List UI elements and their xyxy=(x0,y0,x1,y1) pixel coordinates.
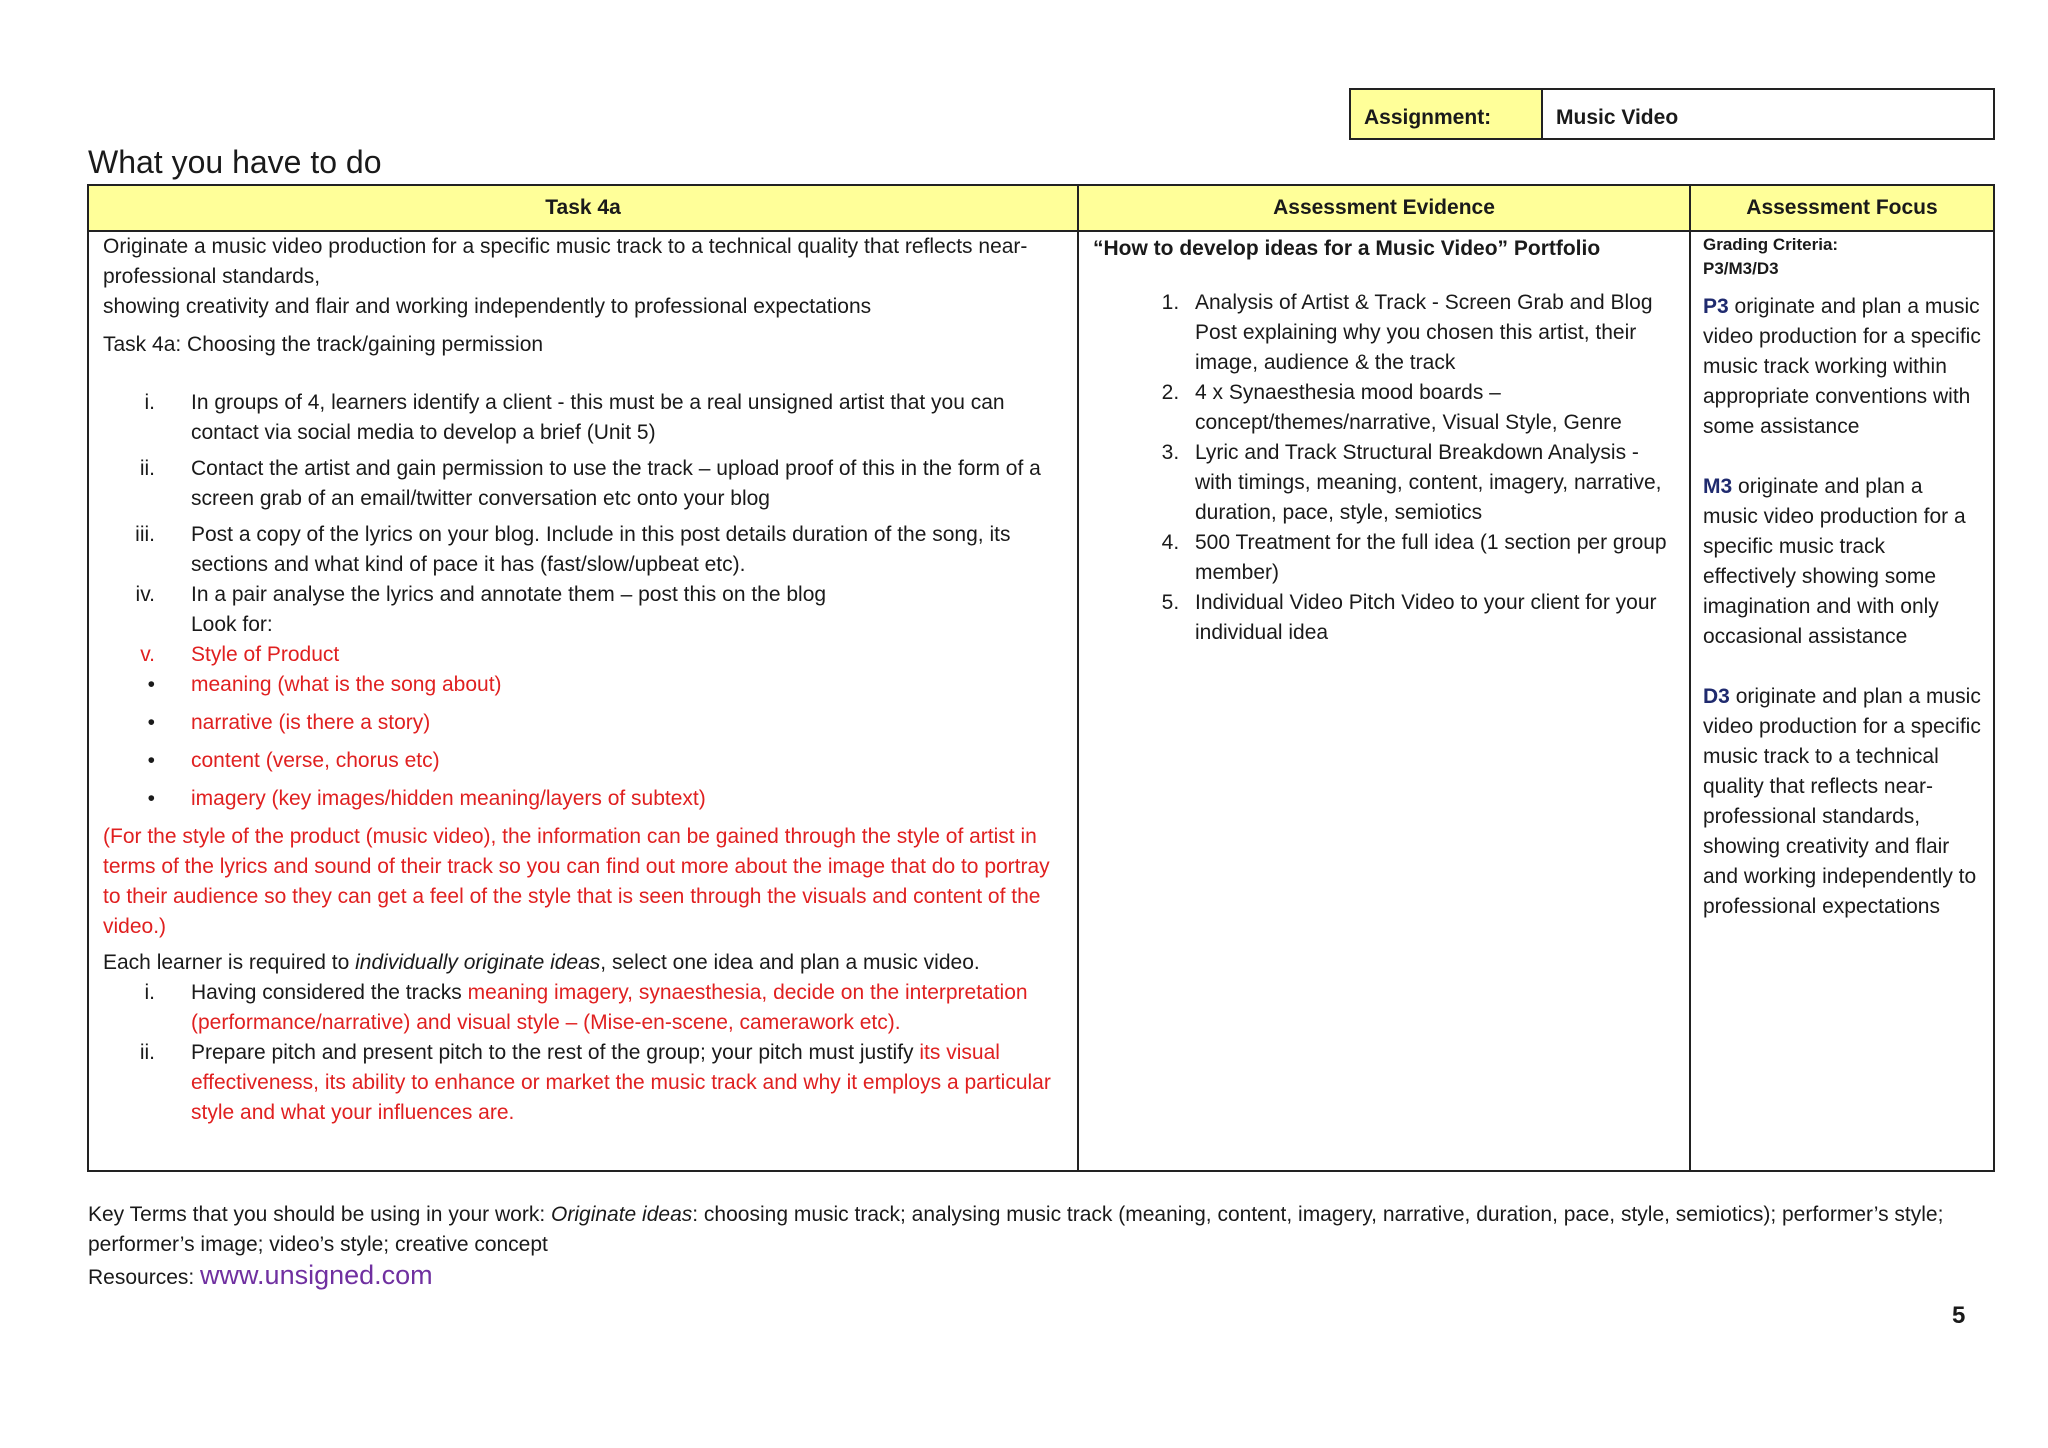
grading-criteria-codes: P3/M3/D3 xyxy=(1703,259,1779,278)
criterion-text: originate and plan a music video production for a specific music track to a technical quality that reflects near-professional standards, showing creativity and flair and working independently to professional expectations xyxy=(1703,685,1981,918)
emphasis-text: individually originate ideas xyxy=(355,951,601,974)
assignment-value: Music Video xyxy=(1556,106,1679,129)
task-intro-2: showing creativity and flair and working independently to professional expectations xyxy=(103,295,872,318)
step-item xyxy=(103,580,1063,610)
criterion-code: M3 xyxy=(1703,475,1733,498)
evidence-item: 1. Analysis of Artist & Track - Screen Grab and Blog Post explaining why you chosen this artist, their image, audience & the track xyxy=(1185,288,1675,378)
evidence-item: 4. 500 Treatment for the full idea (1 section per group member) xyxy=(1185,528,1675,588)
step-number: ii. xyxy=(139,457,155,480)
page-number: 5 xyxy=(1952,1302,1966,1329)
step-number: i. xyxy=(144,981,155,1004)
header-focus: Assessment Focus xyxy=(1690,185,1994,231)
criterion-code: P3 xyxy=(1703,295,1729,318)
step-item xyxy=(103,520,1063,580)
step-item xyxy=(103,388,1063,448)
evidence-item: 3. Lyric and Track Structural Breakdown Analysis - with timings, meaning, content, imagery, narrative, duration, pace, style, semiotics xyxy=(1185,438,1675,528)
bullet-text: imagery (key images/hidden meaning/layers of subtext) xyxy=(191,787,706,810)
bullet-text: content (verse, chorus etc) xyxy=(191,749,440,772)
each-learner-text: Each learner is required to individually originate ideas, select one idea and plan a music video. xyxy=(103,951,980,974)
evidence-item: 5. Individual Video Pitch Video to your client for your individual idea xyxy=(1185,588,1675,648)
bullet-item xyxy=(103,784,1063,814)
criterion-d3 xyxy=(1703,682,1981,922)
header-evidence: Assessment Evidence xyxy=(1078,185,1690,231)
style-note: (For the style of the product (music video), the information can be gained through the style of artist in terms of the lyrics and sound of their track so you can find out more about the image that do to portray to their audience so they can get a feel of the style that is seen through the visuals and content of the video.) xyxy=(103,825,1050,938)
step-text: Contact the artist and gain permission to use the track – upload proof of this in the form of a screen grab of an email/twitter conversation etc onto your blog xyxy=(191,457,1041,510)
task-cell xyxy=(88,231,1078,1171)
assignment-box xyxy=(1349,88,1995,140)
bullet-item xyxy=(103,670,1063,700)
step-text-red: its visual effectiveness, its ability to enhance or market the music track and why it employs a particular style and what your influences are. xyxy=(191,1041,1051,1124)
evidence-heading: “How to develop ideas for a Music Video” Portfolio xyxy=(1093,237,1601,260)
style-of-product-line xyxy=(103,640,1063,670)
step-text: In groups of 4, learners identify a client - this must be a real unsigned artist that you can contact via social media to develop a brief (Unit 5) xyxy=(191,391,1005,444)
table-header-row xyxy=(88,185,1994,231)
step-item xyxy=(103,978,1063,1038)
step-text-red: meaning imagery, synaesthesia, decide on the interpretation (performance/narrative) and visual style – (Mise-en-scene, camerawork etc). xyxy=(191,981,1028,1034)
step-number: iv. xyxy=(135,583,155,606)
key-terms: Key Terms that you should be using in your work: Originate ideas: choosing music track; analysing music track (meaning, content, imagery, narrative, duration, pace, style, semiotics); performer’s style; performer’s image; video’s style; creative concept xyxy=(88,1203,1944,1256)
step-number: v. xyxy=(140,643,155,666)
page-title: What you have to do xyxy=(88,144,382,180)
resources-link[interactable]: www.unsigned.com xyxy=(200,1260,433,1290)
step-text: Having considered the tracks xyxy=(191,981,468,1004)
resources-line xyxy=(88,1260,1998,1293)
task-subheading: Task 4a: Choosing the track/gaining permission xyxy=(103,333,544,356)
evidence-list xyxy=(1093,288,1675,648)
header-task: Task 4a xyxy=(88,185,1078,231)
resources-label: Resources: xyxy=(88,1266,201,1289)
bullet-icon: • xyxy=(147,711,155,734)
evidence-cell xyxy=(1078,231,1690,1171)
criterion-text: originate and plan a music video production for a specific music track effectively showing some imagination and with only occasional assistance xyxy=(1703,475,1966,648)
style-of-product-label: Style of Product xyxy=(191,643,340,666)
grading-criteria-label: Grading Criteria: xyxy=(1703,235,1839,254)
bullet-text: meaning (what is the song about) xyxy=(191,673,502,696)
criterion-code: D3 xyxy=(1703,685,1730,708)
emphasis-text: Originate ideas xyxy=(551,1203,693,1226)
step-text: Prepare pitch and present pitch to the rest of the group; your pitch must justify xyxy=(191,1041,920,1064)
step-text: In a pair analyse the lyrics and annotate them – post this on the blog xyxy=(191,583,827,606)
bullet-icon: • xyxy=(147,787,155,810)
bullet-item xyxy=(103,746,1063,776)
bullet-icon: • xyxy=(147,673,155,696)
assignment-label: Assignment: xyxy=(1351,90,1543,138)
step-item xyxy=(103,1038,1063,1128)
criterion-p3 xyxy=(1703,292,1981,442)
bullet-text: narrative (is there a story) xyxy=(191,711,431,734)
step-number: ii. xyxy=(139,1041,155,1064)
step-text: Post a copy of the lyrics on your blog. Include in this post details duration of the song, its sections and what kind of pace it has (fast/slow/upbeat etc). xyxy=(191,523,1011,576)
step-item xyxy=(103,454,1063,514)
evidence-item: 2. 4 x Synaesthesia mood boards – concept/themes/narrative, Visual Style, Genre xyxy=(1185,378,1675,438)
step-number: i. xyxy=(144,391,155,414)
look-for-label: Look for: xyxy=(191,613,273,636)
bullet-icon: • xyxy=(147,749,155,772)
look-for-line xyxy=(103,610,1063,640)
step-number: iii. xyxy=(135,523,155,546)
bullet-item xyxy=(103,708,1063,738)
criterion-m3 xyxy=(1703,472,1981,652)
table-body-row xyxy=(88,231,1994,1171)
task-table xyxy=(87,184,1995,1172)
footer xyxy=(88,1200,1998,1293)
criterion-text: originate and plan a music video production for a specific music track working within appropriate conventions with some assistance xyxy=(1703,295,1981,438)
task-intro-1: Originate a music video production for a specific music track to a technical quality that reflects near-professional standards, xyxy=(103,235,1028,288)
focus-cell xyxy=(1690,231,1994,1171)
